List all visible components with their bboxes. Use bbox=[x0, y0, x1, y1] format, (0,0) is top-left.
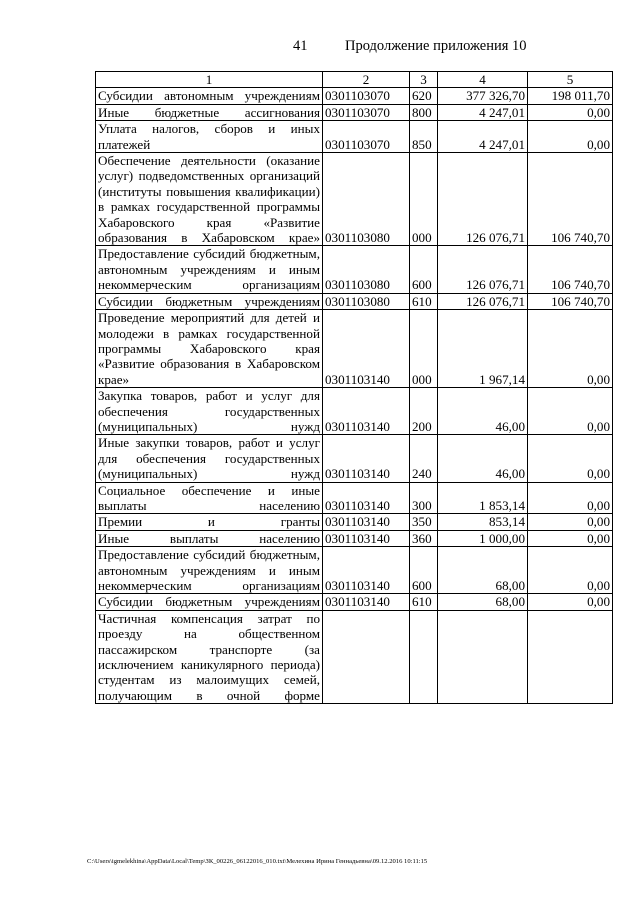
row-expense-type: 300 bbox=[410, 482, 438, 514]
appendix-title: Продолжение приложения 10 bbox=[345, 38, 527, 54]
row-name: Закупка товаров, работ и услуг для обеспечения государственных (муниципальных) нужд bbox=[96, 388, 323, 435]
table-row bbox=[96, 435, 613, 482]
row-code: 0301103080 bbox=[323, 246, 410, 293]
row-name: Проведение мероприятий для детей и молодежи в рамках государственной программы Хабаровского края «Развитие образования в Хабаровском крае» bbox=[96, 310, 323, 388]
row-expense-type: 360 bbox=[410, 530, 438, 546]
row-sum-1: 1 967,14 bbox=[438, 310, 528, 388]
row-code: 0301103070 bbox=[323, 104, 410, 120]
row-expense-type: 350 bbox=[410, 514, 438, 530]
row-sum-1: 126 076,71 bbox=[438, 246, 528, 293]
column-header: 3 bbox=[410, 72, 438, 88]
row-code: 0301103140 bbox=[323, 435, 410, 482]
row-sum-2: 0,00 bbox=[528, 547, 613, 594]
row-code: 0301103140 bbox=[323, 482, 410, 514]
table-row bbox=[96, 514, 613, 530]
row-sum-1: 853,14 bbox=[438, 514, 528, 530]
row-code: 0301103140 bbox=[323, 388, 410, 435]
row-expense-type bbox=[410, 610, 438, 703]
row-code: 0301103080 bbox=[323, 293, 410, 309]
row-sum-2: 0,00 bbox=[528, 388, 613, 435]
row-sum-1: 46,00 bbox=[438, 435, 528, 482]
row-name: Уплата налогов, сборов и иных платежей bbox=[96, 121, 323, 153]
row-sum-2: 106 740,70 bbox=[528, 153, 613, 246]
column-header: 5 bbox=[528, 72, 613, 88]
row-name: Премии и гранты bbox=[96, 514, 323, 530]
row-sum-1: 126 076,71 bbox=[438, 153, 528, 246]
column-header: 4 bbox=[438, 72, 528, 88]
row-sum-2: 0,00 bbox=[528, 530, 613, 546]
column-header: 1 bbox=[96, 72, 323, 88]
row-name: Субсидии бюджетным учреждениям bbox=[96, 293, 323, 309]
row-expense-type: 610 bbox=[410, 293, 438, 309]
row-sum-2: 106 740,70 bbox=[528, 246, 613, 293]
table-row bbox=[96, 121, 613, 153]
row-sum-2: 0,00 bbox=[528, 121, 613, 153]
row-code: 0301103140 bbox=[323, 594, 410, 610]
table-row bbox=[96, 104, 613, 120]
row-sum-1: 126 076,71 bbox=[438, 293, 528, 309]
table-row bbox=[96, 594, 613, 610]
row-name: Иные выплаты населению bbox=[96, 530, 323, 546]
budget-table bbox=[95, 71, 613, 704]
row-sum-1: 1 000,00 bbox=[438, 530, 528, 546]
row-sum-1: 1 853,14 bbox=[438, 482, 528, 514]
table-row bbox=[96, 530, 613, 546]
table-row bbox=[96, 610, 613, 703]
row-sum-2: 106 740,70 bbox=[528, 293, 613, 309]
row-expense-type: 000 bbox=[410, 153, 438, 246]
row-sum-1 bbox=[438, 610, 528, 703]
row-code: 0301103140 bbox=[323, 310, 410, 388]
row-sum-2: 198 011,70 bbox=[528, 88, 613, 104]
row-name: Субсидии бюджетным учреждениям bbox=[96, 594, 323, 610]
row-expense-type: 800 bbox=[410, 104, 438, 120]
row-expense-type: 600 bbox=[410, 246, 438, 293]
table-row bbox=[96, 310, 613, 388]
row-name: Частичная компенсация затрат по проезду на общественном пассажирском транспорте (за исключением каникулярного периода) студентам из малоимущих семей, получающим в очной форме bbox=[96, 610, 323, 703]
table-row bbox=[96, 547, 613, 594]
row-sum-2 bbox=[528, 610, 613, 703]
row-code: 0301103140 bbox=[323, 514, 410, 530]
row-name: Субсидии автономным учреждениям bbox=[96, 88, 323, 104]
table-row bbox=[96, 88, 613, 104]
row-sum-2: 0,00 bbox=[528, 514, 613, 530]
row-sum-1: 4 247,01 bbox=[438, 104, 528, 120]
row-name: Иные бюджетные ассигнования bbox=[96, 104, 323, 120]
row-code: 0301103140 bbox=[323, 547, 410, 594]
column-header: 2 bbox=[323, 72, 410, 88]
row-code: 0301103140 bbox=[323, 530, 410, 546]
row-name: Обеспечение деятельности (оказание услуг) подведомственных организаций (институты повышения квалификации) в рамках государственной программы Хабаровского края «Развитие образования в Хабаровском крае» bbox=[96, 153, 323, 246]
row-expense-type: 600 bbox=[410, 547, 438, 594]
page-number: 41 bbox=[293, 38, 308, 54]
row-code: 0301103070 bbox=[323, 121, 410, 153]
row-sum-1: 377 326,70 bbox=[438, 88, 528, 104]
row-expense-type: 620 bbox=[410, 88, 438, 104]
table-row bbox=[96, 153, 613, 246]
table-row bbox=[96, 482, 613, 514]
row-name: Предоставление субсидий бюджетным, автономным учреждениям и иным некоммерческим организациям bbox=[96, 547, 323, 594]
row-name: Социальное обеспечение и иные выплаты населению bbox=[96, 482, 323, 514]
row-expense-type: 240 bbox=[410, 435, 438, 482]
row-sum-2: 0,00 bbox=[528, 594, 613, 610]
table-row bbox=[96, 388, 613, 435]
row-expense-type: 200 bbox=[410, 388, 438, 435]
table-row bbox=[96, 293, 613, 309]
row-expense-type: 610 bbox=[410, 594, 438, 610]
row-sum-2: 0,00 bbox=[528, 310, 613, 388]
document-footer-path: C:\Users\igmelekhina\AppData\Local\Temp\ЗК_00226_06122016_010.txt\Мелехина Ирина Геннадьевна\09.12.2016 10:11:15 bbox=[87, 858, 428, 865]
row-sum-1: 68,00 bbox=[438, 547, 528, 594]
row-sum-2: 0,00 bbox=[528, 435, 613, 482]
table-row bbox=[96, 246, 613, 293]
table-header-row bbox=[96, 72, 613, 88]
row-sum-2: 0,00 bbox=[528, 482, 613, 514]
row-sum-2: 0,00 bbox=[528, 104, 613, 120]
row-name: Иные закупки товаров, работ и услуг для обеспечения государственных (муниципальных) нужд bbox=[96, 435, 323, 482]
row-code: 0301103070 bbox=[323, 88, 410, 104]
row-sum-1: 68,00 bbox=[438, 594, 528, 610]
row-name: Предоставление субсидий бюджетным, автономным учреждениям и иным некоммерческим организациям bbox=[96, 246, 323, 293]
row-code: 0301103080 bbox=[323, 153, 410, 246]
row-expense-type: 850 bbox=[410, 121, 438, 153]
row-sum-1: 46,00 bbox=[438, 388, 528, 435]
row-expense-type: 000 bbox=[410, 310, 438, 388]
row-sum-1: 4 247,01 bbox=[438, 121, 528, 153]
row-code bbox=[323, 610, 410, 703]
